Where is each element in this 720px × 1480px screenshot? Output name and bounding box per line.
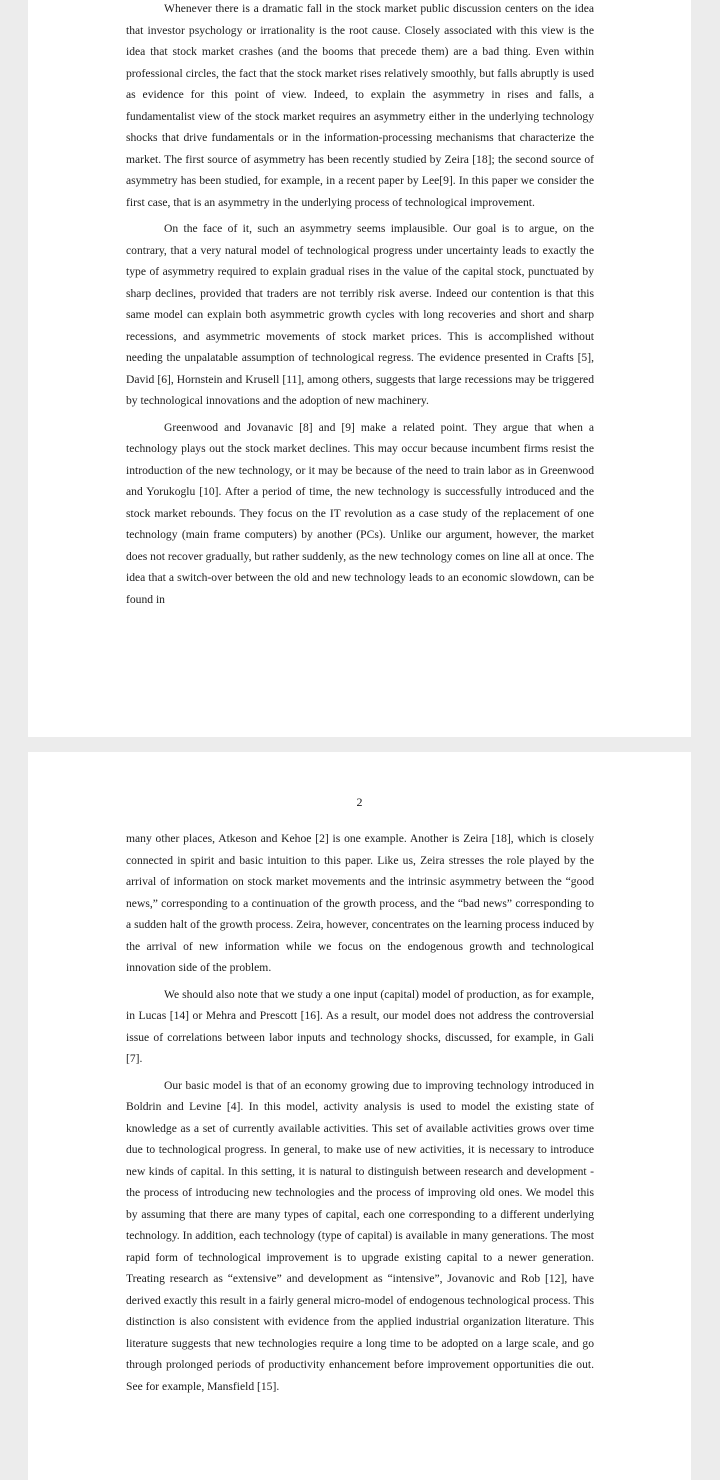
paragraph: On the face of it, such an asymmetry seems implausible. Our goal is to argue, on the contrary, that a very natural model of technological progress under uncertainty leads to exactly the type of asymmetry required to explain gradual rises in the value of the capital stock, punctuated by sharp declines, provided that traders are not terribly risk averse. Indeed our contention is that this same model can explain both asymmetric growth cycles with long recoveries and short and sharp recessions, and asymmetric movements of stock market prices. This is accomplished without needing the unpalatable assumption of technological regress. The evidence presented in Crafts [5], David [6], Hornstein and Krusell [11], among others, suggests that large recessions may be triggered by technological innovations and the adoption of new machinery. — [126, 222, 594, 407]
paragraph: Whenever there is a dramatic fall in the stock market public discussion centers on the idea that investor psychology or irrationality is the root cause. Closely associated with this view is the idea that stock market crashes (and the booms that precede them) are a bad thing. Even within professional circles, the fact that the stock market rises relatively smoothly, but falls abruptly is used as evidence for this point of view. Indeed, to explain the asymmetry in rises and falls, a fundamentalist view of the stock market requires an asymmetry either in the underlying technology shocks that drive fundamentals or in the information-processing mechanisms that characterize the market. The first source of asymmetry has been recently studied by Zeira [18]; the second source of asymmetry has been studied, for example, in a recent paper by Lee[9]. In this paper we consider the first case, that is an asymmetry in the underlying process of technological improvement. — [126, 2, 594, 209]
page-2-body — [126, 828, 594, 1402]
paragraph: Our basic model is that of an economy growing due to improving technology introduced in Boldrin and Levine [4]. In this model, activity analysis is used to model the existing state of knowledge as a set of currently available activities. This set of available activities grows over time due to technological progress. In general, to make use of new activities, it is necessary to introduce new kinds of capital. In this setting, it is natural to distinguish between research and development - the process of introducing new technologies and the process of improving old ones. We model this by assuming that there are many types of capital, each one corresponding to a different underlying technology. In addition, each technology (type of capital) is available in many generations. The most rapid form of technological improvement is to upgrade existing capital to a newer generation. Treating research as “extensive” and development as “intensive”, Jovanovic and Rob [12], have derived exactly this result in a fairly general micro-model of endogenous technological process. This distinction is also consistent with evidence from the applied industrial organization literature. This literature suggests that new technologies require a long time to be adopted on a large scale, and go through prolonged periods of productivity enhancement before improvement opportunities die out. See for example, Mansfield [15]. — [126, 1078, 594, 1393]
document-page-1 — [28, 0, 691, 737]
page-1-body — [126, 0, 594, 615]
paragraph: many other places, Atkeson and Kehoe [2] is one example. Another is Zeira [18], which is closely connected in spirit and basic intuition to this paper. Like us, Zeira stresses the role played by the arrival of information on stock market movements and the intrinsic asymmetry between the “good news,” corresponding to a continuation of the growth process, and the “bad news” corresponding to a sudden halt of the growth process. Zeira, however, concentrates on the learning process induced by the arrival of new information while we focus on the endogenous growth and technological innovation side of the problem. — [126, 832, 594, 974]
paragraph: We should also note that we study a one input (capital) model of production, as for example, in Lucas [14] or Mehra and Prescott [16]. As a result, our model does not address the controversial issue of correlations between labor inputs and technology shocks, discussed, for example, in Gali [7]. — [126, 987, 594, 1065]
page-number: 2 — [356, 795, 363, 809]
document-page-2 — [28, 752, 691, 1480]
paragraph: Greenwood and Jovanavic [8] and [9] make a related point. They argue that when a technology plays out the stock market declines. This may occur because incumbent firms resist the introduction of the new technology, or it may be because of the need to train labor as in Greenwood and Yorukoglu [10]. After a period of time, the new technology is successfully introduced and the stock market rebounds. They focus on the IT revolution as a case study of the replacement of one technology (main frame computers) by another (PCs). Unlike our argument, however, the market does not recover gradually, but rather suddenly, as the new technology comes on line all at once. The idea that a switch-over between the old and new technology leads to an economic slowdown, can be found in — [126, 420, 594, 606]
